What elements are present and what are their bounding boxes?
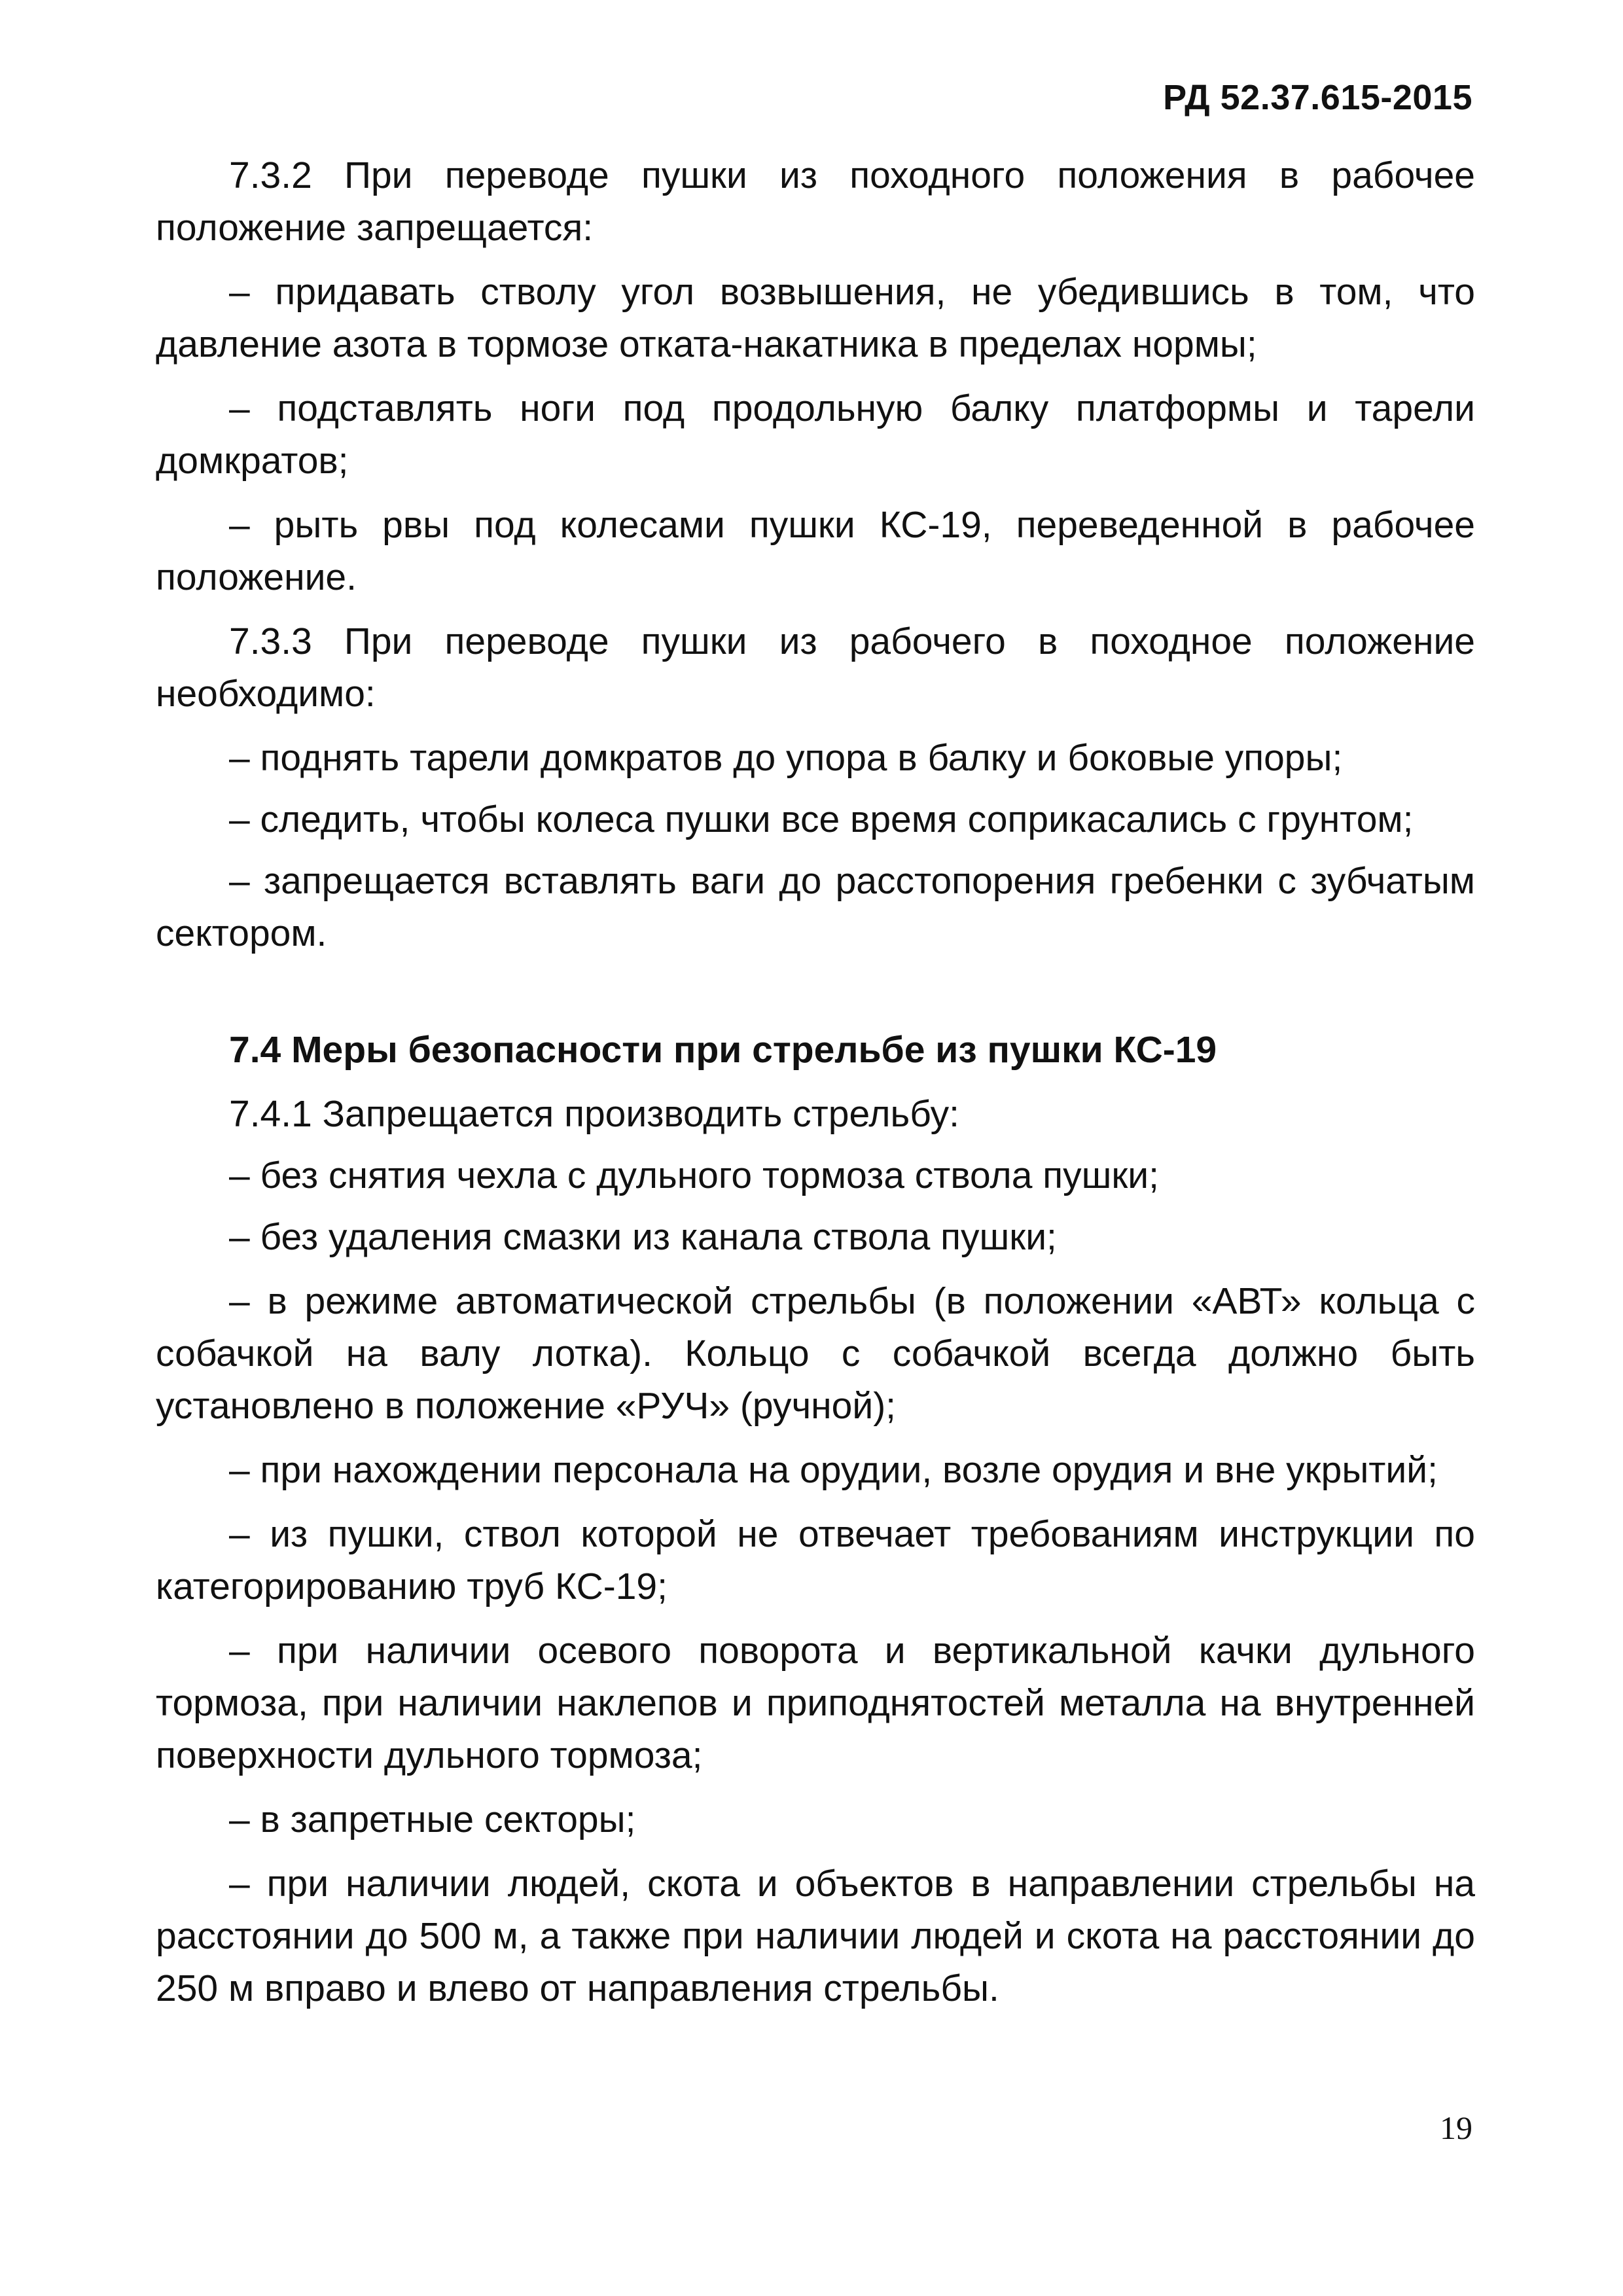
list-item: – при наличии людей, скота и объектов в направлении стрельбы на расстоянии до 500 м, а также при наличии людей и скота на расстоянии до 250 м вправо и влево от направления стрельбы. bbox=[156, 1863, 1475, 2009]
section-heading-7-4: 7.4 Меры безопасности при стрельбе из пушки КС-19 bbox=[229, 1029, 1217, 1071]
paragraph-7-3-2: 7.3.2 При переводе пушки из походного положения в рабочее положение запрещается: bbox=[156, 154, 1475, 249]
page-content bbox=[156, 149, 1475, 2026]
list-item: – в запретные секторы; bbox=[229, 1799, 636, 1840]
list-item: – при нахождении персонала на орудии, возле орудия и вне укрытий; bbox=[229, 1449, 1438, 1491]
document-code: РД 52.37.615-2015 bbox=[1163, 78, 1472, 117]
paragraph-7-4-1: 7.4.1 Запрещается производить стрельбу: bbox=[229, 1093, 959, 1135]
paragraph-7-3-3: 7.3.3 При переводе пушки из рабочего в походное положение необходимо: bbox=[156, 620, 1475, 715]
list-item: – из пушки, ствол которой не отвечает требованиям инструкции по категорированию труб КС-19; bbox=[156, 1513, 1475, 1607]
list-item: – без снятия чехла с дульного тормоза ствола пушки; bbox=[229, 1155, 1159, 1196]
list-item: – при наличии осевого поворота и вертикальной качки дульного тормоза, при наличии наклепов и приподнятостей металла на внутренней поверхности дульного тормоза; bbox=[156, 1630, 1475, 1776]
list-item: – придавать стволу угол возвышения, не убедившись в том, что давление азота в тормозе отката-накатника в пределах нормы; bbox=[156, 271, 1475, 365]
list-item: – без удаления смазки из канала ствола пушки; bbox=[229, 1216, 1057, 1258]
list-item: – следить, чтобы колеса пушки все время соприкасались с грунтом; bbox=[229, 798, 1414, 840]
list-item: – в режиме автоматической стрельбы (в положении «АВТ» кольца с собачкой на валу лотка). Кольцо с собачкой всегда должно быть установлено в положение «РУЧ» (ручной); bbox=[156, 1280, 1475, 1427]
list-item: – подставлять ноги под продольную балку платформы и тарели домкратов; bbox=[156, 387, 1475, 482]
list-item: – поднять тарели домкратов до упора в балку и боковые упоры; bbox=[229, 737, 1343, 779]
list-item: – запрещается вставлять ваги до расстопорения гребенки с зубчатым сектором. bbox=[156, 860, 1475, 954]
page-number: 19 bbox=[1440, 2109, 1472, 2146]
list-item: – рыть рвы под колесами пушки КС-19, переведенной в рабочее положение. bbox=[156, 504, 1475, 598]
